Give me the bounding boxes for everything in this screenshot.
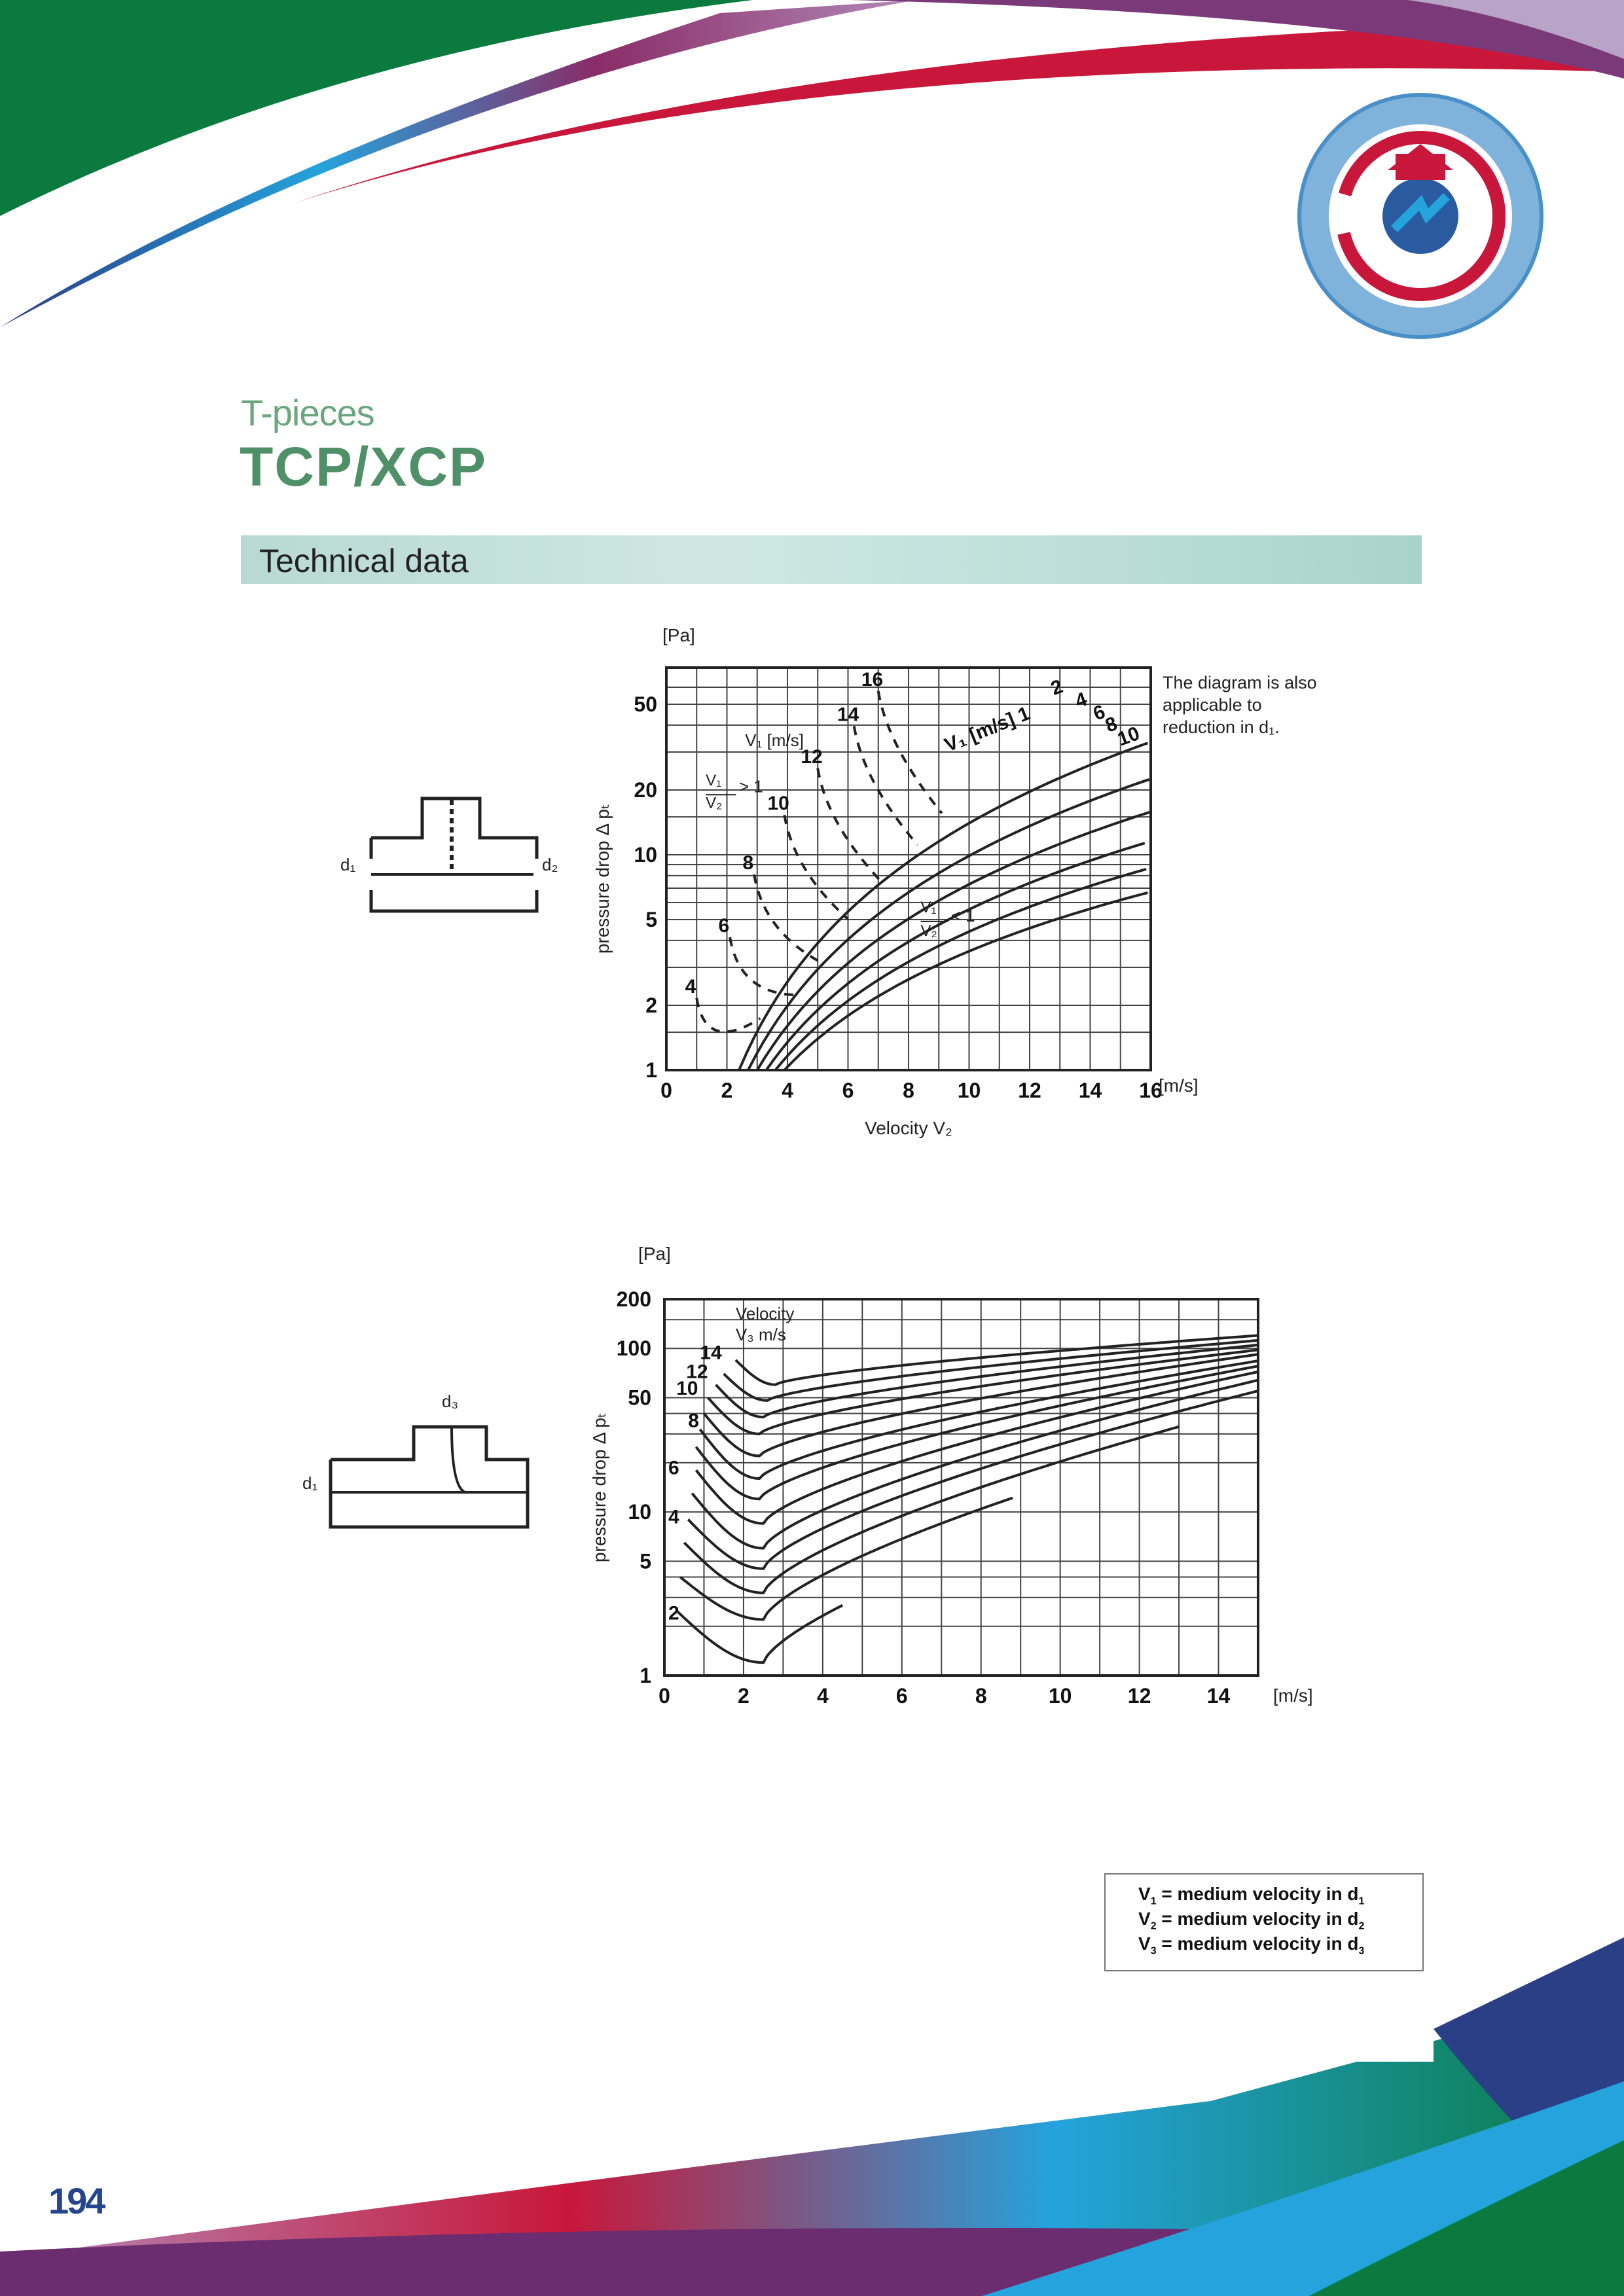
y-tick-label: 50 (634, 692, 657, 717)
y-unit: [Pa] (638, 1244, 671, 1264)
series-label: 10 (676, 1378, 698, 1400)
dashed-series-label: 6 (718, 915, 730, 937)
x-tick-label: 4 (816, 1684, 829, 1708)
y-tick-label: 5 (640, 1549, 651, 1573)
x-tick-label: 2 (721, 1079, 733, 1102)
x-tick-label: 10 (1048, 1684, 1072, 1708)
y-tick-label: 100 (616, 1336, 651, 1361)
solid-series-label: 10 (1114, 722, 1143, 751)
series-line (676, 1605, 842, 1663)
dashed-series-line (784, 815, 848, 919)
dashed-series-label: 12 (801, 745, 823, 768)
ratio-num: V₁ (706, 771, 722, 789)
series-line (708, 1350, 1259, 1434)
solid-series-line (739, 743, 1147, 1070)
x-tick-label: 12 (1018, 1079, 1041, 1102)
velocity-label: Velocity (735, 1304, 795, 1324)
x-tick-label: 2 (738, 1684, 749, 1708)
page-number: 194 (48, 2180, 104, 2221)
solid-series-label: 6 (1090, 700, 1108, 725)
ratio-den: V₂ (920, 922, 937, 940)
x-tick-label: 8 (903, 1079, 914, 1102)
solid-series-line (748, 780, 1149, 1070)
dashed-series-label: 14 (837, 704, 859, 726)
solid-series-label: 8 (1102, 712, 1121, 737)
y-tick-label: 50 (628, 1386, 651, 1410)
tee-outline (371, 798, 537, 911)
dashed-series-line (696, 998, 760, 1031)
dashed-series-line (754, 874, 818, 961)
series-label: 4 (668, 1506, 679, 1528)
x-tick-label: 14 (1206, 1684, 1231, 1708)
x-tick-label: 12 (1127, 1684, 1151, 1708)
diagram-label: d₁ (302, 1473, 318, 1493)
series-line (692, 1380, 1258, 1549)
chart1-note (1163, 672, 1359, 738)
x-unit: [m/s] (1159, 1075, 1199, 1096)
x-tick-label: 0 (659, 1684, 670, 1708)
dashed-series-label: 4 (685, 975, 696, 997)
banner-label: Technical data (259, 543, 469, 579)
x-unit: [m/s] (1273, 1685, 1313, 1706)
region-lt-label: < 1 (950, 905, 975, 925)
velocity-label: V₃ m/s (735, 1324, 786, 1344)
y-tick-label: 5 (645, 908, 657, 932)
y-axis-label: pressure drop Δ pₜ (592, 803, 613, 954)
note-line: applicable to (1163, 695, 1262, 715)
ratio-den: V₂ (706, 794, 723, 812)
legend-line-1: $V_1$ = medium velocity in $d_1$ (1138, 1884, 1365, 1907)
legend-line-2: $V_2$ = medium velocity in $d_2$ (1138, 1909, 1365, 1932)
section-subtitle: T-pieces (241, 392, 374, 433)
y-tick-label: 10 (634, 843, 657, 867)
x-tick-label: 0 (660, 1079, 672, 1102)
note-line: reduction in d₁. (1163, 717, 1280, 737)
series-label: 2 (668, 1602, 679, 1624)
y-tick-label: 1 (645, 1058, 657, 1082)
diagram-label: d₁ (340, 855, 356, 874)
ratio-num: V₁ (920, 899, 937, 917)
x-tick-label: 14 (1078, 1079, 1102, 1102)
dashed-series-label: 10 (767, 793, 789, 815)
dashed-series-label: 8 (742, 852, 754, 874)
y-tick-label: 2 (645, 993, 657, 1017)
y-tick-label: 10 (628, 1500, 651, 1524)
series-line (724, 1340, 1258, 1401)
y-unit: [Pa] (662, 625, 695, 645)
solid-series-label: 2 (1048, 675, 1066, 700)
x-tick-label: 6 (895, 1684, 908, 1708)
technical-data-banner (241, 535, 1422, 584)
y-tick-label: 1 (640, 1664, 651, 1687)
note-line: The diagram is also (1163, 673, 1317, 692)
series-label: 12 (686, 1361, 708, 1383)
series-line (688, 1391, 1258, 1569)
y-tick-label: 200 (616, 1287, 651, 1311)
series-label: 8 (688, 1410, 699, 1432)
series-label: 6 (668, 1457, 679, 1479)
velocity-legend (1104, 1873, 1424, 1971)
legend-line-3: $V_3$ = medium velocity in $d_3$ (1138, 1933, 1365, 1957)
x-tick-label: 6 (842, 1079, 854, 1102)
region-v1-label: V₁ [m/s] (745, 730, 804, 750)
diagram-label: d₃ (442, 1391, 459, 1411)
x-tick-label: 16 (1139, 1079, 1163, 1102)
diagram-label: d₂ (542, 855, 558, 874)
y-axis-label: pressure drop Δ pₜ (589, 1412, 609, 1563)
solid-series-label: 4 (1072, 688, 1091, 713)
x-tick-label: 8 (975, 1684, 987, 1708)
bottom-decorative-band (0, 1937, 1624, 2296)
region-gt-label: > 1 (739, 776, 763, 797)
series-label: 14 (700, 1342, 722, 1364)
company-logo (1297, 93, 1543, 339)
solid-header-label: V₁ [m/s] 1 (941, 702, 1034, 757)
tee-diagrams (302, 798, 558, 1527)
dashed-series-label: 16 (861, 668, 884, 691)
pressure-drop-chart-1 (592, 625, 1199, 1138)
product-title: TCP/XCP (240, 436, 488, 497)
x-axis-label: Velocity V₂ (865, 1118, 952, 1138)
tee-outline (331, 1427, 528, 1527)
x-tick-label: 4 (782, 1079, 793, 1102)
pressure-drop-chart-2 (589, 1244, 1313, 1708)
x-tick-label: 10 (957, 1079, 981, 1102)
y-tick-label: 20 (634, 778, 657, 802)
